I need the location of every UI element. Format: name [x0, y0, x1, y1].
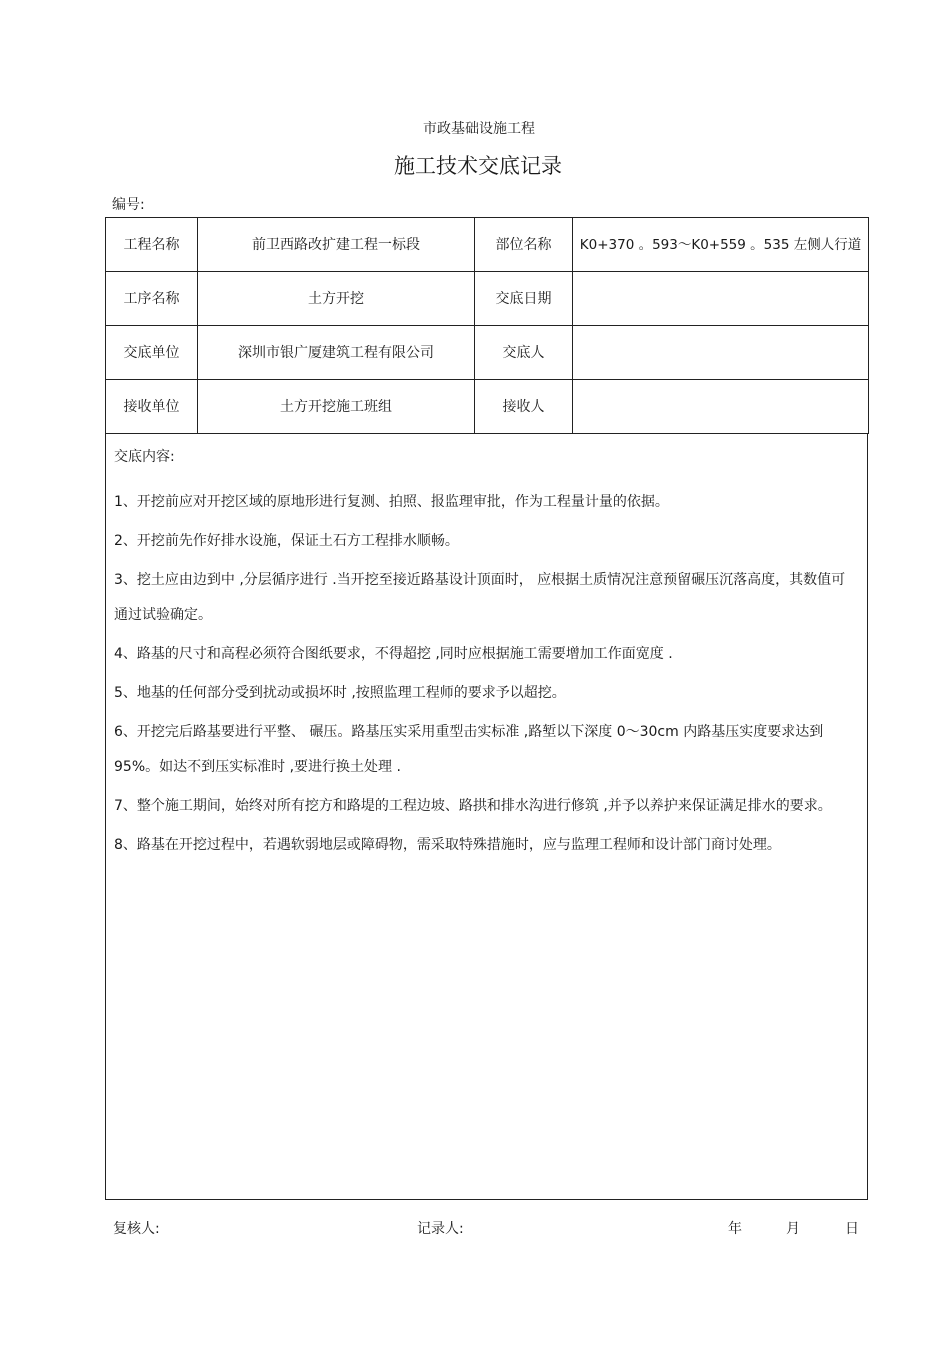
table-row	[106, 326, 869, 380]
content-item-3: 3、挖土应由边到中 ,分层循序进行 .当开挖至接近路基设计顶面时， 应根据土质情况注意预留碾压沉落高度，其数值可通过试验确定。	[114, 572, 846, 623]
handover-content-box	[105, 434, 868, 1200]
content-item-4: 4、路基的尺寸和高程必须符合图纸要求，不得超挖 ,同时应根据施工需要增加工作面宽度 .	[114, 646, 673, 662]
project-name-value: 前卫西路改扩建工程一标段	[198, 218, 475, 272]
info-table	[105, 217, 869, 434]
document-subtitle: 市政基础设施工程	[423, 121, 535, 137]
recorder-label: 记录人:	[417, 1221, 464, 1237]
issuer-unit-label: 交底单位	[106, 326, 198, 380]
document-title: 施工技术交底记录	[394, 154, 562, 178]
table-row	[106, 218, 869, 272]
year-label: 年	[728, 1221, 742, 1237]
serial-number-label: 编号:	[112, 197, 145, 213]
receiver-person-label: 接收人	[475, 380, 573, 434]
issuer-unit-value: 深圳市银广厦建筑工程有限公司	[198, 326, 475, 380]
content-item-7: 7、整个施工期间，始终对所有挖方和路堤的工程边坡、路拱和排水沟进行修筑 ,并予以养护来保证满足排水的要求。	[114, 798, 832, 814]
issuer-person-label: 交底人	[475, 326, 573, 380]
table-row	[106, 380, 869, 434]
receiver-unit-value: 土方开挖施工班组	[198, 380, 475, 434]
table-row	[106, 272, 869, 326]
content-item-6: 6、开挖完后路基要进行平整、 碾压。路基压实采用重型击实标准 ,路堑以下深度 0～30cm 内路基压实度要求达到 95%。如达不到压实标准时 ,要进行换土处理 .	[114, 724, 824, 775]
receiver-unit-label: 接收单位	[106, 380, 198, 434]
content-item-1: 1、开挖前应对开挖区域的原地形进行复测、拍照、报监理审批，作为工程量计量的依据。	[114, 494, 669, 510]
process-label: 工序名称	[106, 272, 198, 326]
content-heading: 交底内容:	[114, 449, 175, 465]
content-item-2: 2、开挖前先作好排水设施，保证土石方工程排水顺畅。	[114, 533, 459, 549]
location-label: 部位名称	[475, 218, 573, 272]
date-label: 交底日期	[475, 272, 573, 326]
project-name-label: 工程名称	[106, 218, 198, 272]
content-item-5: 5、地基的任何部分受到扰动或损坏时 ,按照监理工程师的要求予以超挖。	[114, 685, 566, 701]
location-value: K0+370 。593～K0+559 。535 左侧人行道	[573, 218, 869, 272]
receiver-person-value	[573, 380, 869, 434]
month-label: 月	[786, 1221, 800, 1237]
date-value	[573, 272, 869, 326]
process-value: 土方开挖	[198, 272, 475, 326]
issuer-person-value	[573, 326, 869, 380]
reviewer-label: 复核人:	[113, 1221, 160, 1237]
content-item-8: 8、路基在开挖过程中，若遇软弱地层或障碍物，需采取特殊措施时，应与监理工程师和设计部门商讨处理。	[114, 837, 781, 853]
day-label: 日	[845, 1221, 859, 1237]
